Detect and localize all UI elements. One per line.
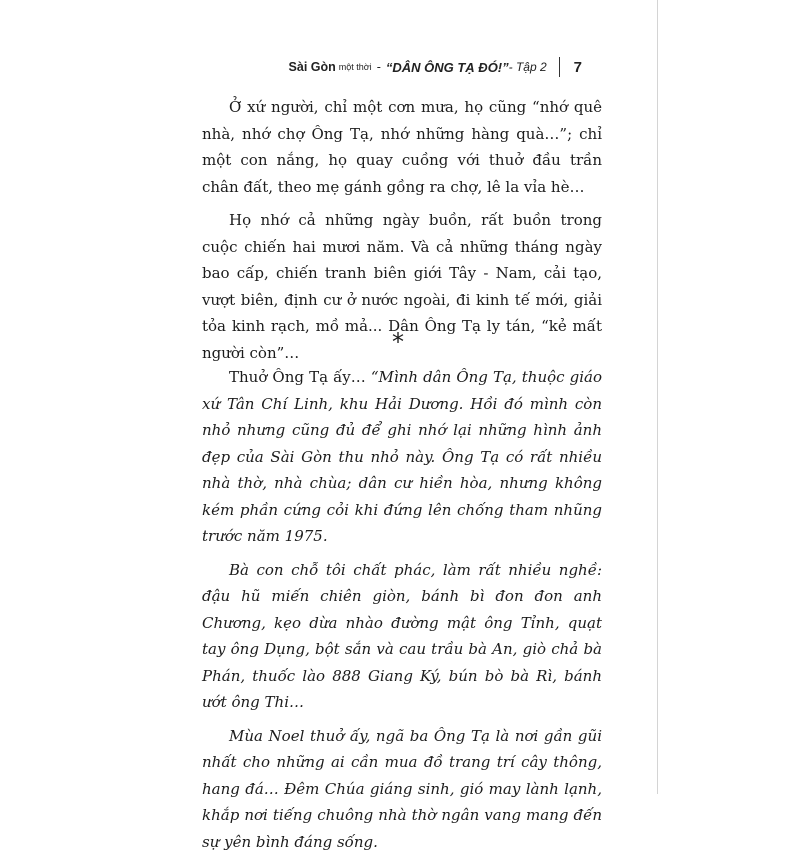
paragraph-lead: Thuở Ông Tạ ấy… <box>229 368 371 386</box>
page-number: 7 <box>574 59 582 76</box>
paragraph: Mùa Noel thuở ấy, ngã ba Ông Tạ là nơi gần gũi nhất cho những ai cần mua đồ trang trí cây thông, hang đá… Đêm Chúa giáng sinh, gió may lành lạnh, khắp nơi tiếng chuông nhà thờ ngân vang mang đến sự yên bình đáng sống. <box>202 723 602 855</box>
section-2 <box>202 364 602 855</box>
page-gutter-edge <box>657 0 658 794</box>
section-1 <box>202 94 602 366</box>
header-book-title: “DÂN ÔNG TẠ ĐÓ!” <box>386 60 509 75</box>
header-dash: - <box>377 60 381 74</box>
running-header <box>289 57 582 77</box>
paragraph: Ở xứ người, chỉ một cơn mưa, họ cũng “nhớ quê nhà, nhớ chợ Ông Tạ, nhớ những hàng quà…”; chỉ một con nắng, họ quay cuồng với thuở đầu trần chân đất, theo mẹ gánh gồng ra chợ, lê la vỉa hè… <box>202 94 602 200</box>
paragraph <box>202 364 602 550</box>
paragraph: Họ nhớ cả những ngày buồn, rất buồn trong cuộc chiến hai mươi năm. Và cả những tháng ngày bao cấp, chiến tranh biên giới Tây - Nam, cải tạo, vượt biên, định cư ở nước ngoài, đi kinh tế mới, giải tỏa kinh rạch, mồ mả... Dân Ông Tạ ly tán, “kẻ mất người còn”… <box>202 207 602 366</box>
section-divider-asterisk: * <box>386 330 410 354</box>
header-divider-bar <box>559 57 560 77</box>
header-brand: Sài Gòn <box>289 60 336 74</box>
paragraph: Bà con chỗ tôi chất phác, làm rất nhiều nghề: đậu hũ miến chiên giòn, bánh bì đon đon anh Chương, kẹo dừa nhào đường mật ông Tỉnh, quạt tay ông Dụng, bột sắn và cau trầu bà An, giò chả bà Phán, thuốc lào 888 Giang Ký, bún bò bà Rì, bánh ướt ông Thi… <box>202 557 602 716</box>
paragraph-quote: “Mình dân Ông Tạ, thuộc giáo xứ Tân Chí Linh, khu Hải Dương. Hồi đó mình còn nhỏ nhưng cũng đủ để ghi nhớ lại những hình ảnh đẹp của Sài Gòn thu nhỏ này. Ông Tạ có rất nhiều nhà thờ, nhà chùa; dân cư hiền hòa, nhưng không kém phần cứng cỏi khi đứng lên chống tham nhũng trước năm 1975. <box>202 368 602 545</box>
header-volume: - Tập 2 <box>509 60 547 74</box>
header-brand-small: một thời <box>339 62 372 72</box>
